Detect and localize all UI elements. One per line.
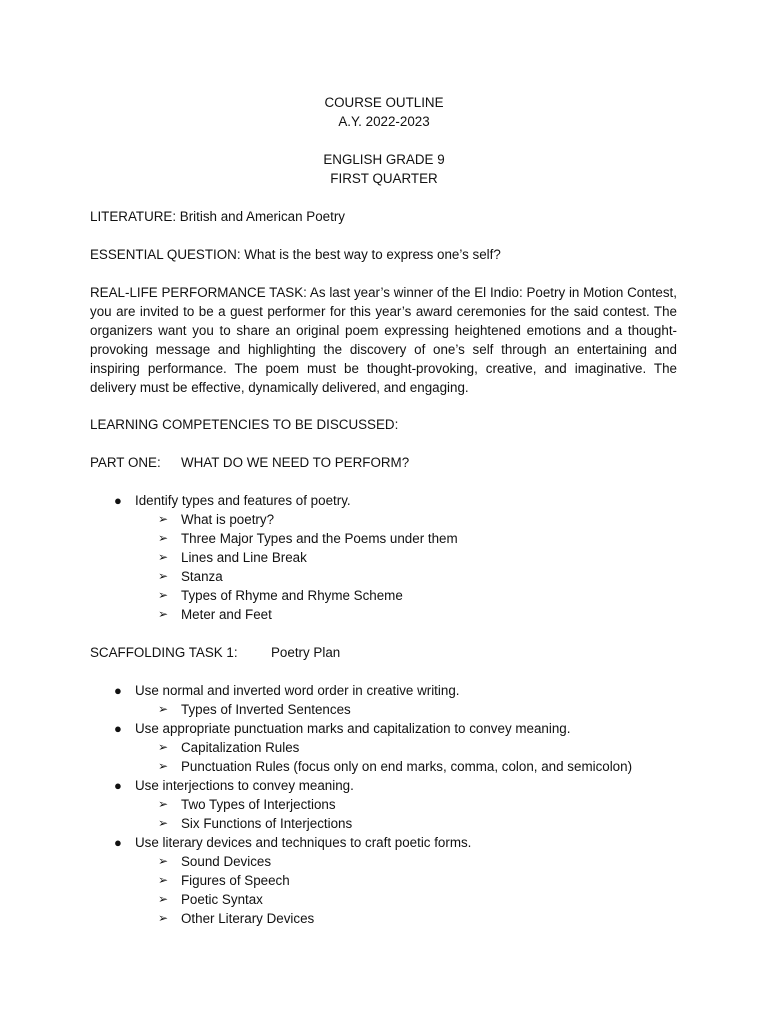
part-one-title: WHAT DO WE NEED TO PERFORM? [181,455,410,470]
arrow-bullet-icon: ➢ [158,607,169,621]
sub-list-item: Punctuation Rules (focus only on end marks, comma, colon, and semicolon) [181,759,633,774]
arrow-bullet-icon: ➢ [158,740,169,754]
literature-line: LITERATURE: British and American Poetry [90,209,346,224]
essential-question: ESSENTIAL QUESTION: What is the best way to express one’s self? [90,247,501,262]
bullet-icon: ● [114,721,122,736]
sub-list-item: Meter and Feet [181,607,272,622]
sub-list-item: Types of Inverted Sentences [181,702,351,717]
part-one-label: PART ONE: [90,455,161,470]
scaffolding-label: SCAFFOLDING TASK 1: [90,645,238,660]
sub-list-item: Six Functions of Interjections [181,816,353,831]
sub-list-item: Other Literary Devices [181,911,315,926]
list-item: Identify types and features of poetry. [135,493,351,508]
list-item: Use interjections to convey meaning. [135,778,354,793]
sub-list-item: Sound Devices [181,854,272,869]
arrow-bullet-icon: ➢ [158,569,169,583]
sub-list-item: Types of Rhyme and Rhyme Scheme [181,588,403,603]
quarter: FIRST QUARTER [330,171,438,186]
sub-list-item: Stanza [181,569,223,584]
sub-list-item: Capitalization Rules [181,740,300,755]
competencies-heading: LEARNING COMPETENCIES TO BE DISCUSSED: [90,417,399,432]
sub-list-item: Lines and Line Break [181,550,307,565]
subject: ENGLISH GRADE 9 [323,152,445,167]
doc-title: COURSE OUTLINE [324,95,444,110]
bullet-icon: ● [114,778,122,793]
arrow-bullet-icon: ➢ [158,797,169,811]
list-item: Use normal and inverted word order in creative writing. [135,683,460,698]
sub-list-item: Three Major Types and the Poems under them [181,531,458,546]
list-item: Use literary devices and techniques to craft poetic forms. [135,835,472,850]
arrow-bullet-icon: ➢ [158,759,169,773]
arrow-bullet-icon: ➢ [158,531,169,545]
sub-list-item: What is poetry? [181,512,275,527]
bullet-icon: ● [114,835,122,850]
bullet-icon: ● [114,683,122,698]
scaffolding-title: Poetry Plan [271,645,341,660]
sub-list-item: Figures of Speech [181,873,290,888]
bullet-icon: ● [114,493,122,508]
arrow-bullet-icon: ➢ [158,588,169,602]
arrow-bullet-icon: ➢ [158,892,169,906]
arrow-bullet-icon: ➢ [158,816,169,830]
arrow-bullet-icon: ➢ [158,512,169,526]
arrow-bullet-icon: ➢ [158,911,169,925]
arrow-bullet-icon: ➢ [158,873,169,887]
sub-list-item: Two Types of Interjections [181,797,336,812]
sub-list-item: Poetic Syntax [181,892,263,907]
list-item: Use appropriate punctuation marks and capitalization to convey meaning. [135,721,571,736]
arrow-bullet-icon: ➢ [158,550,169,564]
performance-task: REAL-LIFE PERFORMANCE TASK: As last year’s winner of the El Indio: Poetry in Motion Contest, you are invited to be a guest performer for this year’s award ceremonies for the said contest. The organizers want you to share an original poem expressing heightened emotions and a thought-provoking message and highlighting the discovery of one’s self through an entertaining and inspiring performance. The poem must be thought-provoking, creative, and imaginative. The delivery must be effective, dynamically delivered, and engaging. [90,285,677,395]
arrow-bullet-icon: ➢ [158,702,169,716]
academic-year: A.Y. 2022-2023 [338,114,430,129]
arrow-bullet-icon: ➢ [158,854,169,868]
